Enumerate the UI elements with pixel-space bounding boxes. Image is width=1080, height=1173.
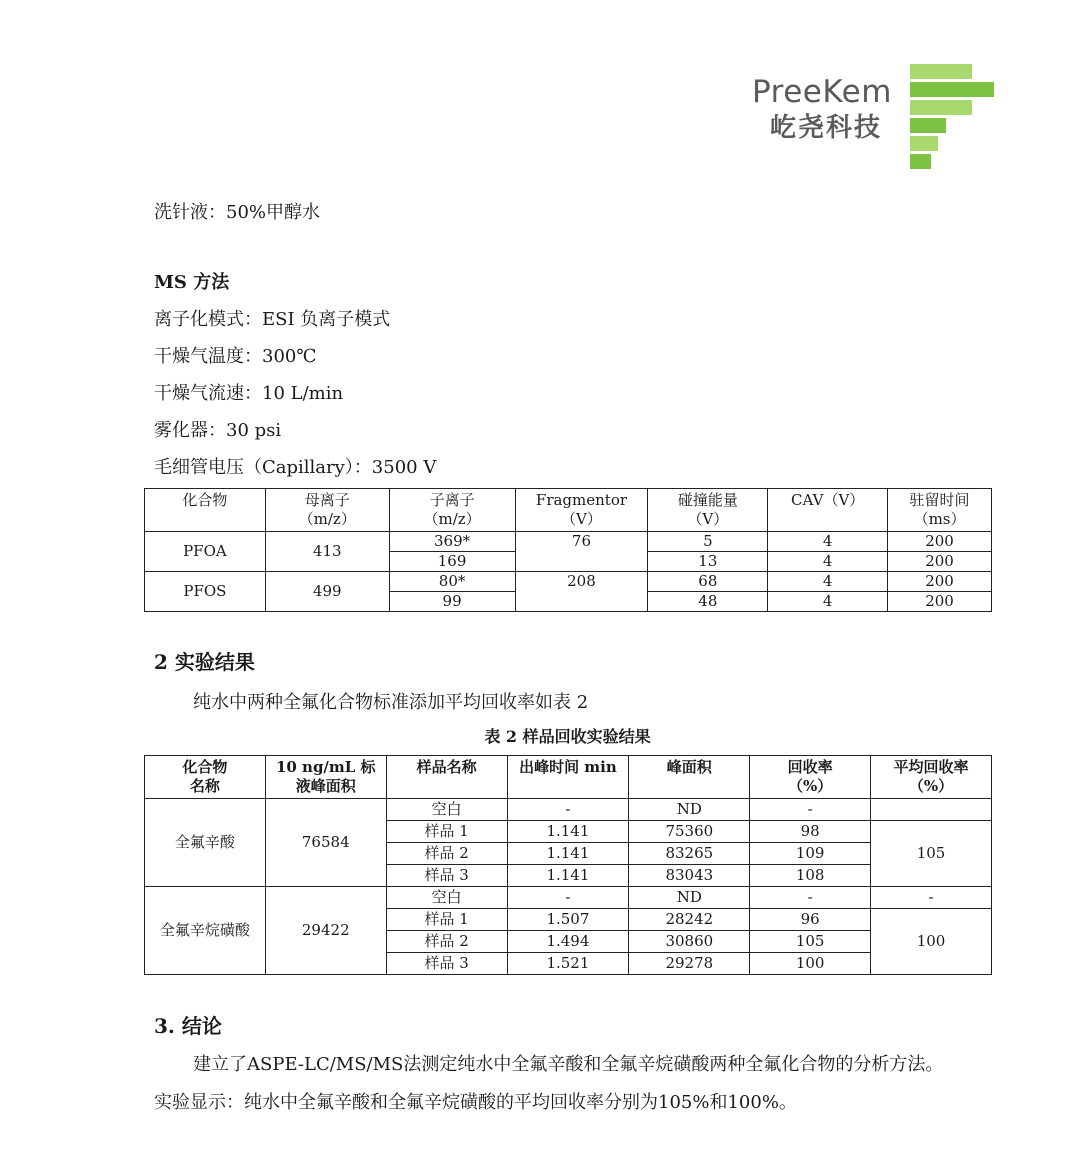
cell-peak-area: 83043	[629, 865, 750, 887]
cell-avg-recovery: 105	[871, 821, 992, 887]
cell-peak-area: ND	[629, 887, 750, 909]
conclusion-paragraph-1: 建立了ASPE-LC/MS/MS法测定纯水中全氟辛酸和全氟辛烷磺酸两种全氟化合物的分析方法。	[193, 1054, 944, 1075]
cell-collision-energy: 68	[648, 572, 768, 592]
cell-parent-ion: 413	[265, 532, 389, 572]
logo-bar	[910, 64, 972, 79]
cell-dwell-time: 200	[888, 532, 992, 552]
cell-std-peak-area: 76584	[265, 799, 386, 887]
cell-dwell-time: 200	[888, 592, 992, 612]
cell-sample-name: 样品 1	[386, 821, 507, 843]
cell-fragmentor: 208	[515, 572, 648, 592]
header-cav: CAV（V）	[768, 489, 888, 532]
cell-peak-area: 83265	[629, 843, 750, 865]
recovery-table	[144, 755, 992, 975]
cell-peak-area: 30860	[629, 931, 750, 953]
wash-solvent-line: 洗针液：50%甲醇水	[154, 202, 321, 223]
table-header-row	[145, 756, 992, 799]
cell-recovery: 96	[750, 909, 871, 931]
cell-sample-name: 样品 3	[386, 865, 507, 887]
cell-product-ion: 99	[389, 592, 515, 612]
results-heading: 2 实验结果	[154, 650, 255, 674]
cell-avg-recovery	[871, 799, 992, 821]
cell-sample-name: 样品 2	[386, 843, 507, 865]
cell-recovery: 105	[750, 931, 871, 953]
conclusion-heading: 3. 结论	[154, 1014, 222, 1038]
cell-retention-time: 1.521	[507, 953, 629, 975]
logo-bar	[910, 100, 972, 115]
header-fragmentor: Fragmentor （V）	[515, 489, 648, 532]
dry-gas-flow-line: 干燥气流速：10 L/min	[154, 383, 344, 404]
cell-sample-name: 样品 1	[386, 909, 507, 931]
table-row	[145, 887, 992, 909]
cell-sample-name: 样品 3	[386, 953, 507, 975]
table2-caption: 表 2 样品回收实验结果	[484, 727, 651, 746]
table-row	[145, 532, 992, 552]
header-sample-name: 样品名称	[386, 756, 507, 799]
cell-product-ion: 169	[389, 552, 515, 572]
header-product-ion: 子离子 （m/z）	[389, 489, 515, 532]
ion-mode-line: 离子化模式：ESI 负离子模式	[154, 309, 391, 330]
logo-bar	[910, 136, 938, 151]
header-compound-name: 化合物 名称	[145, 756, 266, 799]
cell-fragmentor	[515, 552, 648, 572]
cell-collision-energy: 13	[648, 552, 768, 572]
cell-compound-name: 全氟辛烷磺酸	[145, 887, 266, 975]
capillary-line: 毛细管电压（Capillary）：3500 V	[154, 457, 437, 478]
cell-retention-time: -	[507, 799, 629, 821]
table-header-row	[145, 489, 992, 532]
cell-fragmentor	[515, 592, 648, 612]
cell-peak-area: 28242	[629, 909, 750, 931]
header-retention-time: 出峰时间 min	[507, 756, 629, 799]
header-avg-recovery: 平均回收率 （%）	[871, 756, 992, 799]
cell-parent-ion: 499	[265, 572, 389, 612]
cell-retention-time: -	[507, 887, 629, 909]
cell-cav: 4	[768, 532, 888, 552]
nebulizer-line: 雾化器：30 psi	[154, 420, 282, 441]
cell-peak-area: ND	[629, 799, 750, 821]
table-row	[145, 572, 992, 592]
cell-cav: 4	[768, 552, 888, 572]
header-recovery: 回收率 （%）	[750, 756, 871, 799]
logo-name-en: PreeKem	[752, 74, 892, 110]
cell-retention-time: 1.494	[507, 931, 629, 953]
cell-avg-recovery: -	[871, 887, 992, 909]
logo-bar	[910, 118, 946, 133]
cell-product-ion: 369*	[389, 532, 515, 552]
cell-recovery: 109	[750, 843, 871, 865]
cell-avg-recovery: 100	[871, 909, 992, 975]
cell-fragmentor: 76	[515, 532, 648, 552]
cell-cav: 4	[768, 592, 888, 612]
header-std-peak-area: 10 ng/mL 标 液峰面积	[265, 756, 386, 799]
cell-compound: PFOA	[145, 532, 266, 572]
cell-recovery: 98	[750, 821, 871, 843]
cell-sample-name: 空白	[386, 887, 507, 909]
dry-gas-temp-line: 干燥气温度：300℃	[154, 346, 317, 367]
cell-recovery: 100	[750, 953, 871, 975]
header-parent-ion: 母离子 （m/z）	[265, 489, 389, 532]
results-intro: 纯水中两种全氟化合物标准添加平均回收率如表 2	[193, 692, 589, 713]
cell-peak-area: 75360	[629, 821, 750, 843]
cell-recovery: -	[750, 799, 871, 821]
logo-bar	[910, 82, 994, 97]
cell-dwell-time: 200	[888, 572, 992, 592]
cell-retention-time: 1.141	[507, 865, 629, 887]
header-collision-energy: 碰撞能量 （V）	[648, 489, 768, 532]
header-compound: 化合物	[145, 489, 266, 532]
cell-retention-time: 1.141	[507, 821, 629, 843]
conclusion-paragraph-2: 实验显示：纯水中全氟辛酸和全氟辛烷磺酸的平均回收率分别为105%和100%。	[154, 1092, 797, 1113]
cell-sample-name: 空白	[386, 799, 507, 821]
cell-collision-energy: 5	[648, 532, 768, 552]
header-dwell-time: 驻留时间 （ms）	[888, 489, 992, 532]
cell-dwell-time: 200	[888, 552, 992, 572]
logo-bar	[910, 154, 931, 169]
cell-cav: 4	[768, 572, 888, 592]
cell-product-ion: 80*	[389, 572, 515, 592]
cell-compound-name: 全氟辛酸	[145, 799, 266, 887]
cell-retention-time: 1.507	[507, 909, 629, 931]
logo-name-cn: 屹尧科技	[770, 113, 883, 143]
ms-method-heading: MS 方法	[154, 272, 230, 293]
cell-sample-name: 样品 2	[386, 931, 507, 953]
table-row	[145, 799, 992, 821]
cell-collision-energy: 48	[648, 592, 768, 612]
ms-params-table	[144, 488, 992, 612]
cell-compound: PFOS	[145, 572, 266, 612]
cell-recovery: 108	[750, 865, 871, 887]
cell-retention-time: 1.141	[507, 843, 629, 865]
cell-recovery: -	[750, 887, 871, 909]
cell-peak-area: 29278	[629, 953, 750, 975]
header-peak-area: 峰面积	[629, 756, 750, 799]
cell-std-peak-area: 29422	[265, 887, 386, 975]
